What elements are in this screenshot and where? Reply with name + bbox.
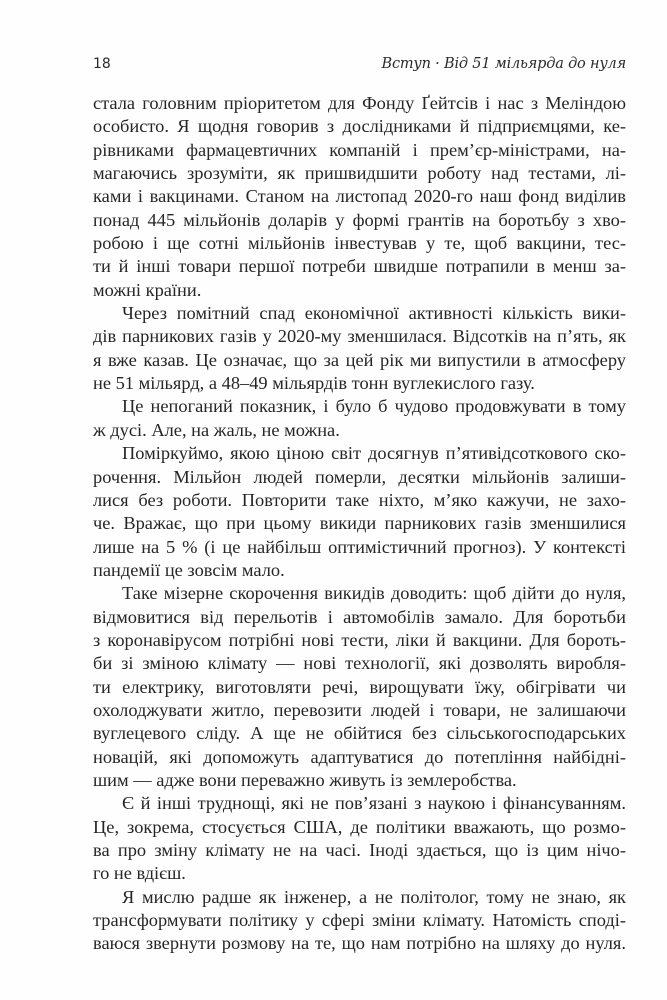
text-line: лися без роботи. Повторити таке ніхто, м’яко кажучи, не захо- [93,489,626,510]
text-line: Я мислю радше як інженер, а не політолог, тому не знаю, як [122,886,626,907]
text-line: стала головним пріоритетом для Фонду Ґейтсів і нас з Меліндою [93,93,626,113]
text-line: ти електрику, виготовляти речі, вирощувати їжу, обігрівати чи [93,676,626,697]
text-line: не 51 мільярд, а 48–49 мільярдів тонн вуглекислого газу. [93,373,535,394]
text-line: Таке мізерне скорочення викидів доводить: щоб дійти до нуля, [122,583,626,604]
text-line: вуглецевого сліду. А ще не обійтися без сільськогосподарських [93,723,626,744]
text-line: магаючись зрозуміти, як пришвидшити роботу над тестами, лі- [93,163,626,184]
text-line: ками і вакцинами. Станом на листопад 2020-го наш фонд виділив [93,186,626,207]
text-line: Це непоганий показник, і було б чудово продовжувати в тому [122,396,626,417]
text-line: го не вдієш. [93,863,186,884]
text-line: ти й інші товари першої потреби швидше потрапили в менш за- [93,256,626,277]
text-line: Є й інші труднощі, які не пов’язані з наукою і фінансуванням. [122,793,626,814]
page-header [93,56,626,78]
text-line: можні країни. [93,279,202,300]
text-line: з коронавірусом потрібні нові тести, ліки й вакцини. Для бороть- [93,629,626,650]
text-line: робою і ще сотні мільйонів інвестував у те, щоб вакцини, тес- [93,233,626,254]
text-line: дів парникових газів у 2020-му зменшилася. Відсотків на п’ять, як [93,326,626,347]
text-line: охолоджувати житло, перевозити людей і товари, не залишаючи [93,699,626,720]
text-line: Через помітний спад економічної активності кількість вики- [122,303,626,324]
page-number: 18 [93,56,111,72]
text-line: ж дусі. Але, на жаль, не можна. [93,419,340,440]
text-line: відмовитися від перельотів і автомобілів замало. Для боротьби [93,606,626,627]
text-line: ва про зміну клімату не на часі. Іноді здається, що із цим нічо- [93,840,626,860]
text-line: трансформувати політику у сфері зміни клімату. Натомість споді- [93,910,626,931]
text-line: понад 445 мільйонів доларів у формі грантів на боротьбу з хво- [93,209,626,230]
text-line: рочення. Мільйон людей померли, десятки мільйонів залиши- [93,466,626,487]
text-line: Поміркуймо, якою ціною світ досягнув п’ятивідсоткового ско- [122,443,626,464]
text-line: ваюся звернути розмову на те, що нам потрібно на шляху до нуля. [93,933,626,954]
text-line: рівниками фармацевтичних компаній і прем’єр-міністрами, на- [93,139,626,160]
text-line: шим — адже вони переважно живуть із землеробства. [93,769,517,790]
text-line: особисто. Я щодня говорив з дослідниками й підприємцями, ке- [93,116,626,137]
text-line: че. Вражає, що при цьому викиди парникових газів зменшилися [93,513,626,534]
body-text [93,92,626,956]
text-line: пандемії це зовсім мало. [93,559,285,580]
text-line: Це, зокрема, стосується США, де політики вважають, що розмо- [93,816,626,837]
text-line: лише на 5 % (і це найбільш оптимістичний прогноз). У контексті [93,536,626,557]
text-line: би зі зміною клімату — нові технології, які дозволять виробля- [93,653,626,674]
text-line: новацій, які допоможуть адаптуватися до потепління найбідні- [93,746,626,767]
text-line: я вже казав. Це означає, що за цей рік ми випустили в атмосферу [93,349,626,370]
running-head: Вступ · Від 51 мільярда до нуля [381,56,626,72]
